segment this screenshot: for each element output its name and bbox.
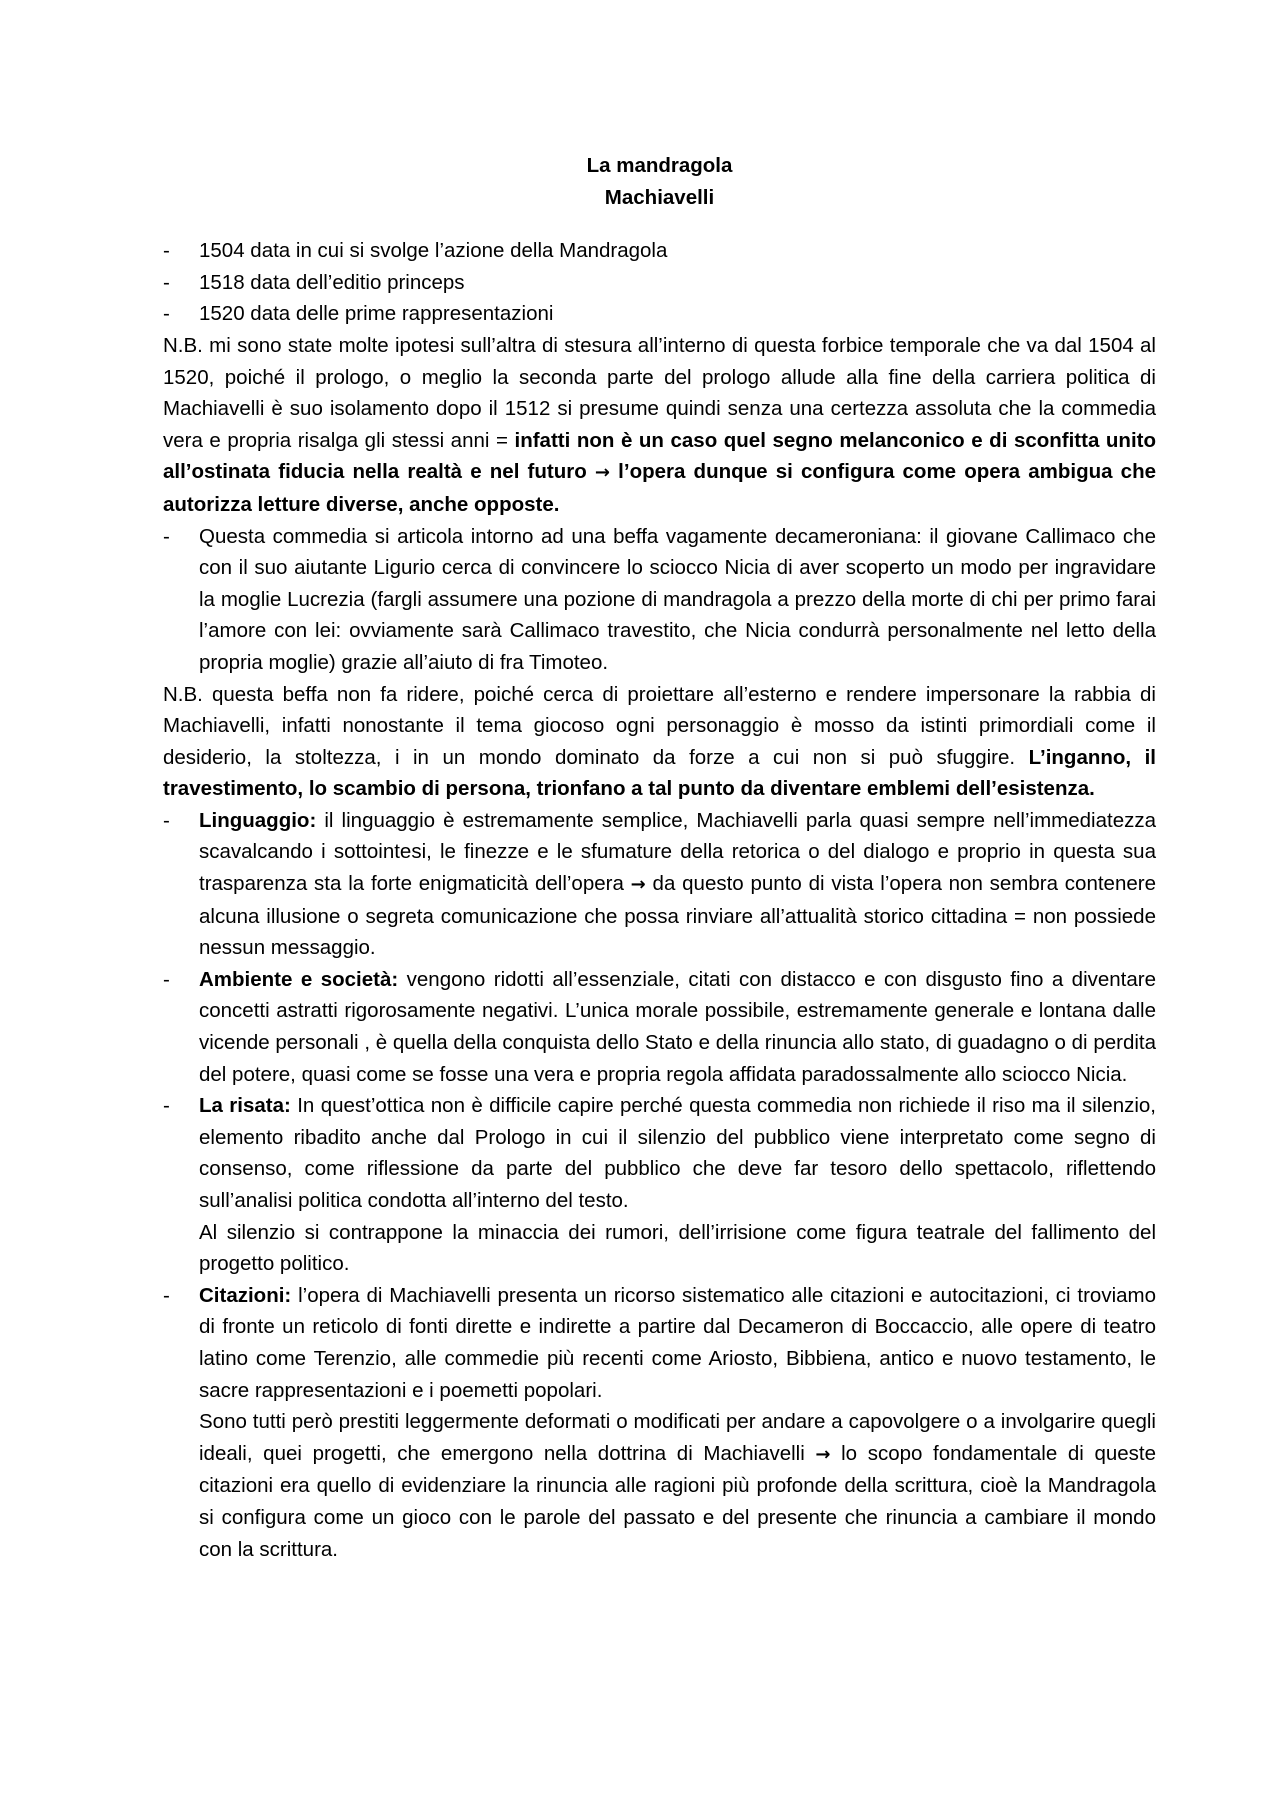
date-item-text: 1520 data delle prime rappresentazioni [199,302,554,326]
bullet-dash: - [163,1283,170,1307]
arrow-right-icon: → [594,462,611,484]
date-item-text: 1504 data in cui si svolge l’azione della Mandragola [199,239,668,263]
document-author: Machiavelli [604,185,715,209]
note-bold-text: infatti non è un caso quel segno melanconico e di sconfitta unito all’ostinata fiducia nella realtà e nel futuro [163,428,1156,484]
plot-item [163,521,1156,679]
bullet-dash: - [163,967,170,991]
section-label: Citazioni: [199,1283,292,1307]
date-item [163,267,1156,299]
section-text: vengono ridotti all’essenziale, citati con distacco e con disgusto fino a diventare concetti astratti rigorosamente negativi. L’unica morale possibile, estremamente generale e lontana dalle vicende personali , è quella della conquista dello Stato e della rinuncia allo stato, di guadagno o di perdita del potere, quasi come se fosse una vera e propria regola affidata paradossalmente allo sciocco Nicia. [199,967,1156,1086]
note-text: N.B. questa beffa non fa ridere, poiché cerca di proiettare all’esterno e rendere impersonare la rabbia di Machiavelli, infatti nonostante il tema giocoso ogni personaggio è mosso da istinti primordiali come il desiderio, la stoltezza, i in un mondo dominato da forze a cui non si può sfuggire. [163,682,1156,769]
date-item [163,235,1156,267]
section-text: da questo punto di vista l’opera non sembra contenere alcuna illusione o segreta comunicazione che possa rinviare all’attualità storico cittadina = non possiede nessun messaggio. [199,872,1156,960]
section-ambiente [163,964,1156,1090]
document-title: La mandragola [586,154,733,177]
bullet-dash: - [163,239,170,263]
note-text: N.B. mi sono state molte ipotesi sull’altra di stesura all’interno di questa forbice temporale che va dal 1504 al 1520, poiché il prologo, o meglio la seconda parte del prologo allude alla fine della carriera politica di Machiavelli è suo isolamento dopo il 1512 si presume quindi senza una certezza assoluta che la commedia vera e propria risalga gli stessi anni = [163,333,1156,452]
bullet-dash: - [163,1094,170,1118]
section-linguaggio [163,805,1156,964]
arrow-right-icon: → [815,1443,831,1465]
bullet-dash: - [163,808,170,832]
document-page [163,150,1156,1565]
spacer [163,213,1156,235]
section-citazioni [163,1280,1156,1406]
section-citazioni-continuation [163,1406,1156,1565]
section-text: Sono tutti però prestiti leggermente deformati o modificati per andare a capovolgere o a involgarire quegli ideali, quei progetti, che emergono nella dottrina di Machiavelli [199,1410,1156,1465]
section-risata-continuation: Al silenzio si contrappone la minaccia dei rumori, dell’irrisione come figura teatrale del fallimento del progetto politico. [199,1220,1156,1276]
note-bold-text: l’opera dunque si configura come opera ambigua che autorizza letture diverse, anche opposte. [163,460,1157,516]
date-item-text: 1518 data dell’editio princeps [199,270,465,294]
arrow-right-icon: → [630,874,646,896]
section-text: il linguaggio è estremamente semplice, Machiavelli parla quasi sempre nell’immediatezza scavalcando i sottointesi, le finezze e le sfumature della retorica o del dialogo e proprio in questa sua trasparenza sta la forte enigmaticità dell’opera [199,808,1156,896]
section-text: lo scopo fondamentale di queste citazioni era quello di evidenziare la rinuncia alle ragioni più profonde della scrittura, cioè la Mandragola si configura come un gioco con le parole del passato e del presente che rinuncia a cambiare il mondo con la scrittura. [199,1441,1157,1561]
note-paragraph-dating [163,330,1156,521]
note-bold-text: L’inganno, il travestimento, lo scambio di persona, trionfano a tal punto da diventare emblemi dell’esistenza. [163,745,1157,801]
note-paragraph-beffa [163,679,1156,805]
section-risata [163,1090,1156,1216]
bullet-dash: - [163,302,170,326]
section-label: Linguaggio: [199,808,317,832]
bullet-dash: - [163,270,170,294]
section-label: La risata: [199,1094,291,1118]
plot-text: Questa commedia si articola intorno ad una beffa vagamente decameroniana: il giovane Callimaco che con il suo aiutante Ligurio cerca di convincere lo sciocco Nicia di aver scoperto un modo per ingravidare la moglie Lucrezia (fargli assumere una pozione di mandragola a prezzo della morte di chi per primo farai l’amore con lei: ovviamente sarà Callimaco travestito, che Nicia condurrà personalmente nel letto della propria moglie) grazie all’aiuto di fra Timoteo. [199,524,1156,674]
date-item [163,298,1156,330]
section-text: l’opera di Machiavelli presenta un ricorso sistematico alle citazioni e autocitazioni, ci troviamo di fronte un reticolo di fonti dirette e indirette a partire dal Decameron di Boccaccio, alle opere di teatro latino come Terenzio, alle commedie più recenti come Ariosto, Bibbiena, antico e nuovo testamento, le sacre rappresentazioni e i poemetti popolari. [199,1283,1156,1402]
section-text: In quest’ottica non è difficile capire perché questa commedia non richiede il riso ma il silenzio, elemento ribadito anche dal Prologo in cui il silenzio del pubblico viene interpretato come segno di consenso, come riflessione da parte del pubblico che deve far tesoro dello spettacolo, riflettendo sull’analisi politica condotta all’interno del testo. [199,1094,1157,1212]
section-label: Ambiente e società: [199,967,399,991]
bullet-dash: - [163,524,170,548]
